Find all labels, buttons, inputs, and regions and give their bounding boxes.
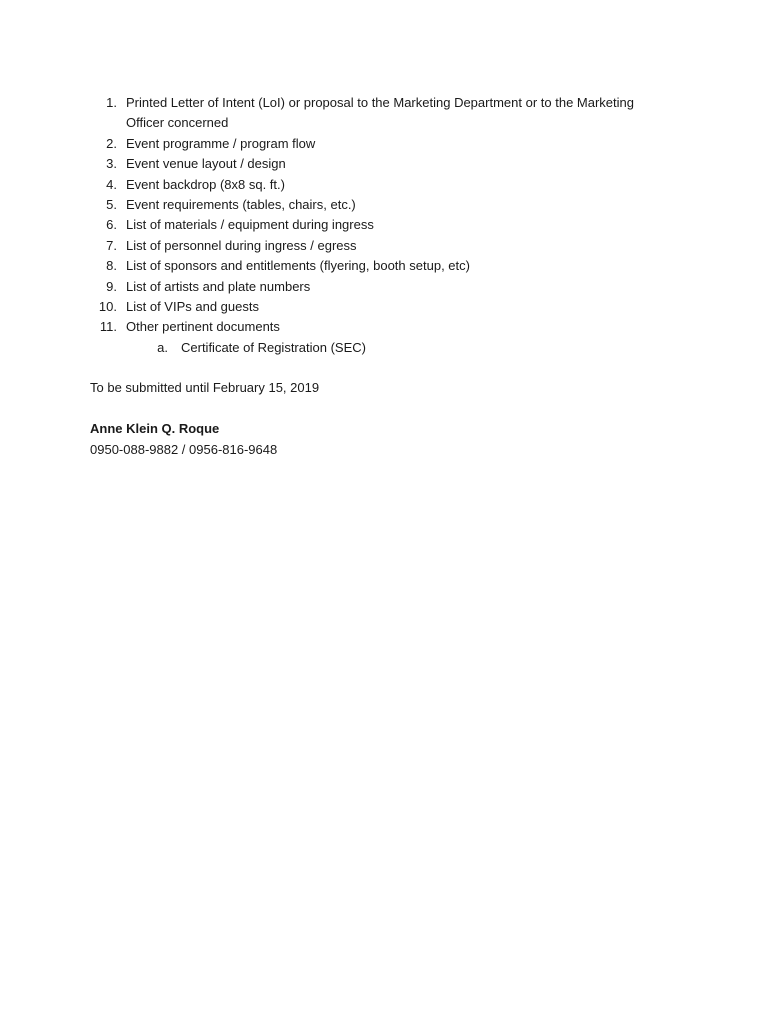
item-number: 1.: [106, 95, 117, 110]
list-item: [90, 256, 650, 276]
item-number: 7.: [106, 237, 117, 253]
item-text: List of personnel during ingress / egress: [126, 237, 357, 253]
list-item: [90, 195, 650, 215]
item-number: 2.: [106, 135, 117, 151]
submission-deadline: To be submitted until February 15, 2019: [90, 380, 320, 395]
list-item: [90, 236, 650, 256]
list-item: [90, 175, 650, 195]
list-item: [90, 134, 650, 154]
item-number: 4.: [106, 176, 117, 192]
item-number: 10.: [98, 299, 117, 315]
item-text: Event venue layout / design: [126, 156, 286, 172]
item-text: List of VIPs and guests: [126, 299, 259, 315]
item-text: Other pertinent documents: [126, 319, 280, 335]
item-number: 11.: [99, 319, 117, 335]
sub-requirements-list: [90, 338, 650, 358]
list-item: [90, 215, 650, 235]
item-text: Event programme / program flow: [126, 135, 316, 151]
requirements-list: [90, 93, 650, 358]
item-number: 3.: [106, 156, 117, 172]
list-item: [90, 317, 650, 337]
item-text: Printed Letter of Intent (LoI) or proposal to the Marketing Department or to the Marketing Officer concerned: [126, 95, 634, 131]
sub-item-text: Certificate of Registration (SEC): [181, 339, 366, 355]
item-text: List of materials / equipment during ingress: [126, 217, 374, 233]
item-text: List of artists and plate numbers: [126, 278, 311, 294]
list-item: [90, 297, 650, 317]
item-text: Event requirements (tables, chairs, etc.): [126, 197, 356, 213]
sub-list-container: [90, 338, 650, 358]
list-item: [90, 154, 650, 174]
list-item: [90, 93, 650, 134]
item-number: 6.: [106, 217, 117, 233]
item-text: List of sponsors and entitlements (flyering, booth setup, etc): [126, 258, 470, 274]
list-item: [90, 277, 650, 297]
item-number: 5.: [106, 197, 117, 213]
item-text: Event backdrop (8x8 sq. ft.): [126, 176, 285, 192]
item-number: 8.: [106, 258, 117, 274]
contact-phone-numbers: 0950-088-9882 / 0956-816-9648: [90, 442, 278, 457]
sub-item-letter: a.: [157, 339, 168, 355]
sub-list-item: [90, 338, 650, 358]
item-number: 9.: [106, 278, 117, 294]
contact-name: Anne Klein Q. Roque: [90, 421, 220, 436]
